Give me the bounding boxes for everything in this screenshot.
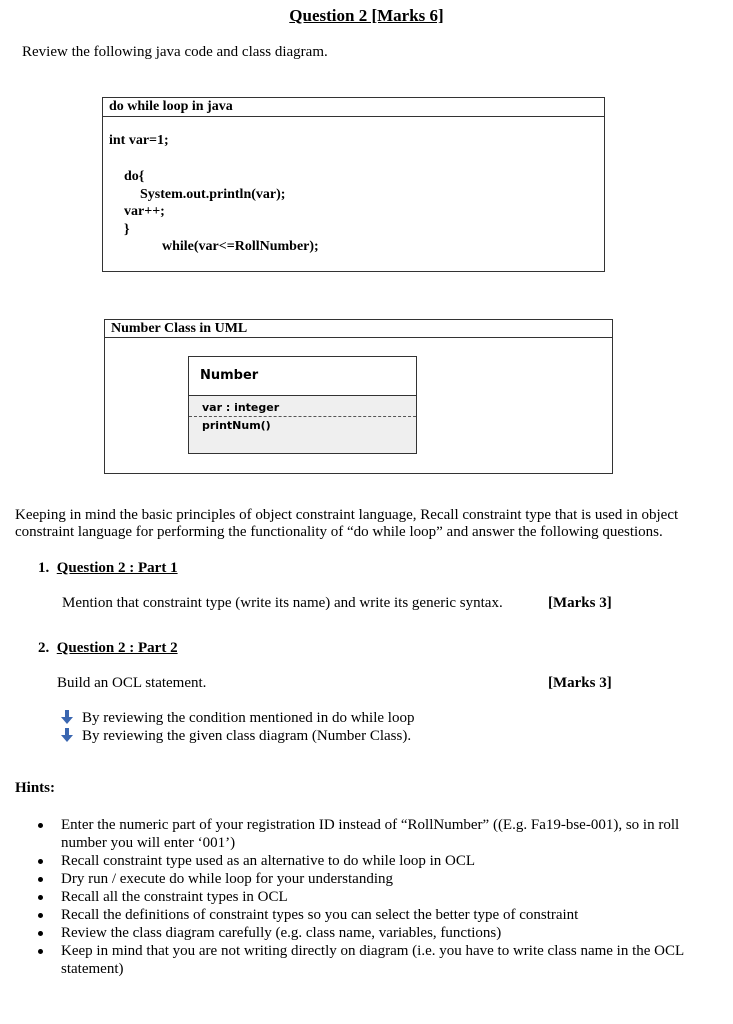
part1-heading	[38, 560, 178, 577]
hint-item: Keep in mind that you are not writing directly on diagram (i.e. you have to write class name in the OCL statement)	[38, 942, 698, 978]
hint-item: Recall all the constraint types in OCL	[38, 888, 698, 906]
down-arrow-icon	[60, 710, 74, 724]
part2-heading	[38, 640, 178, 657]
hint-item: Recall the definitions of constraint types so you can select the better type of constraint	[38, 906, 698, 924]
hints-list	[38, 816, 698, 978]
part1-number: 1.	[38, 560, 50, 576]
part2-text: Build an OCL statement.	[57, 675, 207, 691]
code-box-header: do while loop in java	[103, 98, 604, 117]
intro-text: Review the following java code and class diagram.	[22, 44, 328, 60]
code-line: int var=1;	[109, 133, 169, 148]
part2-bullet: By reviewing the given class diagram (Number Class).	[60, 728, 411, 745]
hints-title: Hints:	[15, 780, 56, 796]
page-title: Question 2 [Marks 6]	[289, 6, 444, 25]
uml-operation: printNum()	[202, 419, 271, 432]
part2-bullet: By reviewing the condition mentioned in do while loop	[60, 710, 414, 727]
code-line: }	[124, 222, 130, 237]
down-arrow-icon	[60, 728, 74, 742]
part1-marks: [Marks 3]	[548, 595, 612, 611]
uml-class	[188, 356, 417, 454]
uml-class-name: Number	[189, 357, 416, 396]
hint-item: Enter the numeric part of your registration ID instead of “RollNumber” ((E.g. Fa19-bse-001), so in roll number you will enter ‘001’)	[38, 816, 698, 852]
code-box	[102, 97, 605, 272]
part2-number: 2.	[38, 640, 50, 656]
instructions-paragraph: Keeping in mind the basic principles of object constraint language, Recall constraint type that is used in object constraint language for performing the functionality of “do while loop” and answer the following questions.	[15, 507, 679, 540]
part2-marks: [Marks 3]	[548, 675, 612, 691]
uml-attribute: var : integer	[189, 399, 416, 417]
part1-text: Mention that constraint type (write its name) and write its generic syntax.	[62, 595, 503, 611]
part1-title: Question 2 : Part 1	[56, 560, 178, 576]
hint-item: Review the class diagram carefully (e.g. class name, variables, functions)	[38, 924, 698, 942]
hint-item: Dry run / execute do while loop for your understanding	[38, 870, 698, 888]
hint-item: Recall constraint type used as an alternative to do while loop in OCL	[38, 852, 698, 870]
uml-box-header: Number Class in UML	[105, 320, 612, 338]
code-line: do{	[124, 169, 145, 184]
code-line: while(var<=RollNumber);	[162, 239, 319, 254]
uml-box	[104, 319, 613, 474]
code-line: System.out.println(var);	[140, 187, 286, 202]
part2-title: Question 2 : Part 2	[56, 640, 178, 656]
code-line: var++;	[124, 204, 165, 219]
